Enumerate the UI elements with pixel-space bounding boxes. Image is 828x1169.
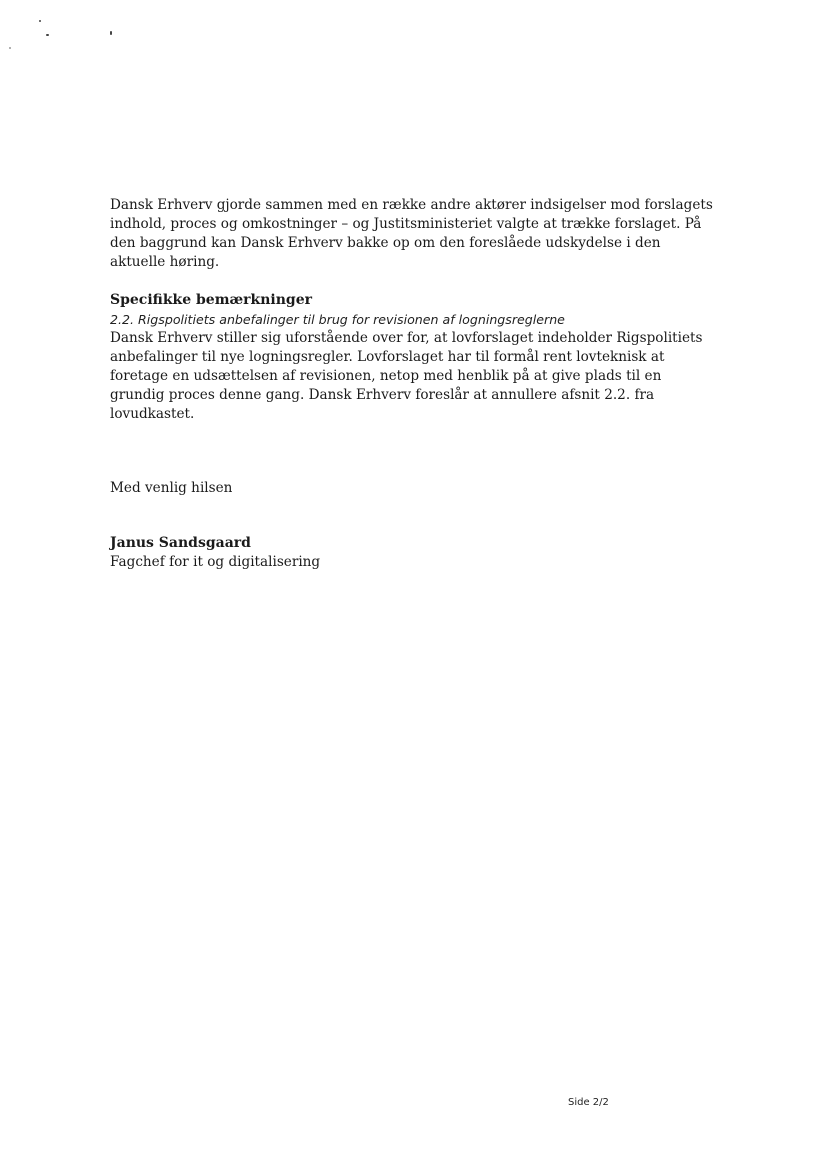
section-heading: Specifikke bemærkninger — [110, 292, 312, 308]
closing-greeting: Med venlig hilsen — [110, 480, 233, 496]
scan-speck — [9, 47, 11, 49]
scan-speck — [46, 34, 49, 36]
section-subheading: 2.2. Rigspolitiets anbefalinger til brug for revisionen af logningsreglerne — [110, 312, 565, 327]
intro-paragraph: Dansk Erhverv gjorde sammen med en række andre aktører indsigelser mod forslagets indhold, proces og omkostninger – og Justitsministeriet valgte at trække forslaget. På den baggrund kan Dansk Erhverv bakke op om den foreslåede udskydelse i den aktuelle høring. — [110, 197, 713, 270]
scan-specks — [0, 0, 130, 60]
page-number: Side 2/2 — [568, 1097, 609, 1108]
section-paragraph: Dansk Erhverv stiller sig uforstående over for, at lovforslaget indeholder Rigspolitiets anbefalinger til nye logningsregler. Lovforslaget har til formål rent lovteknisk at foretage en udsættelsen af revisionen, netop med henblik på at give plads til en grundig proces denne gang. Dansk Erhverv foreslår at annullere afsnit 2.2. fra lovudkastet. — [110, 330, 703, 422]
signature-title: Fagchef for it og digitalisering — [110, 554, 321, 570]
signature-name: Janus Sandsgaard — [110, 535, 251, 551]
document-body — [110, 196, 720, 572]
scan-speck — [110, 31, 112, 35]
scan-speck — [39, 20, 41, 22]
